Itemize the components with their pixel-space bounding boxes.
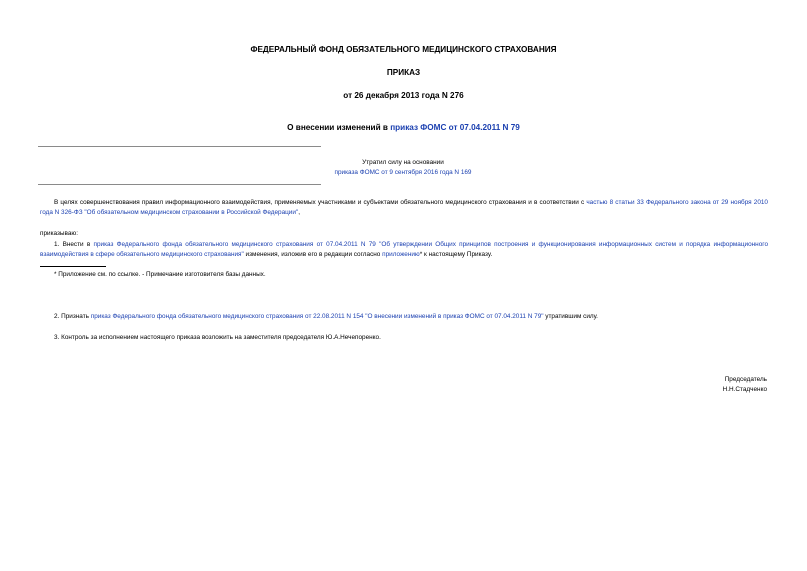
status-line: Утратил силу на основании [362, 159, 444, 166]
order-79-link[interactable]: приказ Федерального фонда обязательного медицинского страхования от 07.04.2011 N 79 "Об утверждении Общих принципов построения и функционирования информационных систем и порядка информационного взаимодействия в сфере обязательного медицинского страхования" [40, 241, 768, 258]
signature-name: Н.Н.Стадченко [722, 386, 767, 393]
order-154-link[interactable]: приказ Федерального фонда обязательного медицинского страхования от 22.08.2011 N 154 "О внесении изменений в приказ ФОМС от 07.04.2011 N 79" [90, 313, 544, 320]
preamble-paragraph [40, 198, 768, 218]
status-link-order-169[interactable]: приказа ФОМС от 9 сентября 2016 года N 169 [334, 169, 472, 176]
order-word: приказываю: [40, 230, 78, 237]
preamble-text: В целях совершенствования правил информационного взаимодействия, применяемых участниками и субъектами обязательного медицинского страхования и в соответствии с [54, 199, 587, 206]
title-link-order-79[interactable]: приказ ФОМС от 07.04.2011 N 79 [390, 123, 520, 132]
preamble-end: , [298, 209, 300, 216]
item-2-end: утратившим силу. [543, 313, 598, 320]
doc-title [0, 123, 807, 133]
doc-date-number: от 26 декабря 2013 года N 276 [343, 91, 464, 100]
law-326-link[interactable]: частью 8 статьи 33 Федерального закона от 29 ноября 2010 года N 326-ФЗ "Об обязательном медицинском страховании в Российской Федерации" [40, 199, 768, 216]
top-rule [38, 146, 321, 147]
doc-title-prefix: О внесении изменений в [287, 123, 391, 132]
item-1 [40, 240, 768, 260]
org-name: ФЕДЕРАЛЬНЫЙ ФОНД ОБЯЗАТЕЛЬНОГО МЕДИЦИНСКОГО СТРАХОВАНИЯ [250, 45, 557, 54]
item-2-pre: 2. Признать [54, 313, 91, 320]
footnote-rule [40, 266, 106, 267]
item-1-pre: 1. Внести в [54, 241, 94, 248]
doc-type: ПРИКАЗ [386, 68, 421, 77]
appendix-link[interactable]: приложению [382, 251, 420, 258]
status-block [300, 158, 506, 178]
bottom-rule [38, 184, 321, 185]
item-3: 3. Контроль за исполнением настоящего приказа возложить на заместителя председателя Ю.А.Нечепоренко. [54, 334, 381, 341]
signature-block [723, 375, 767, 395]
footnote: * Приложение см. по ссылке. - Примечание изготовителя базы данных. [54, 271, 266, 278]
item-2 [40, 312, 768, 322]
item-1-end: * к настоящему Приказу. [419, 251, 493, 258]
item-1-mid: изменения, изложив его в редакции согласно [243, 251, 383, 258]
signature-role: Председатель [724, 376, 767, 383]
